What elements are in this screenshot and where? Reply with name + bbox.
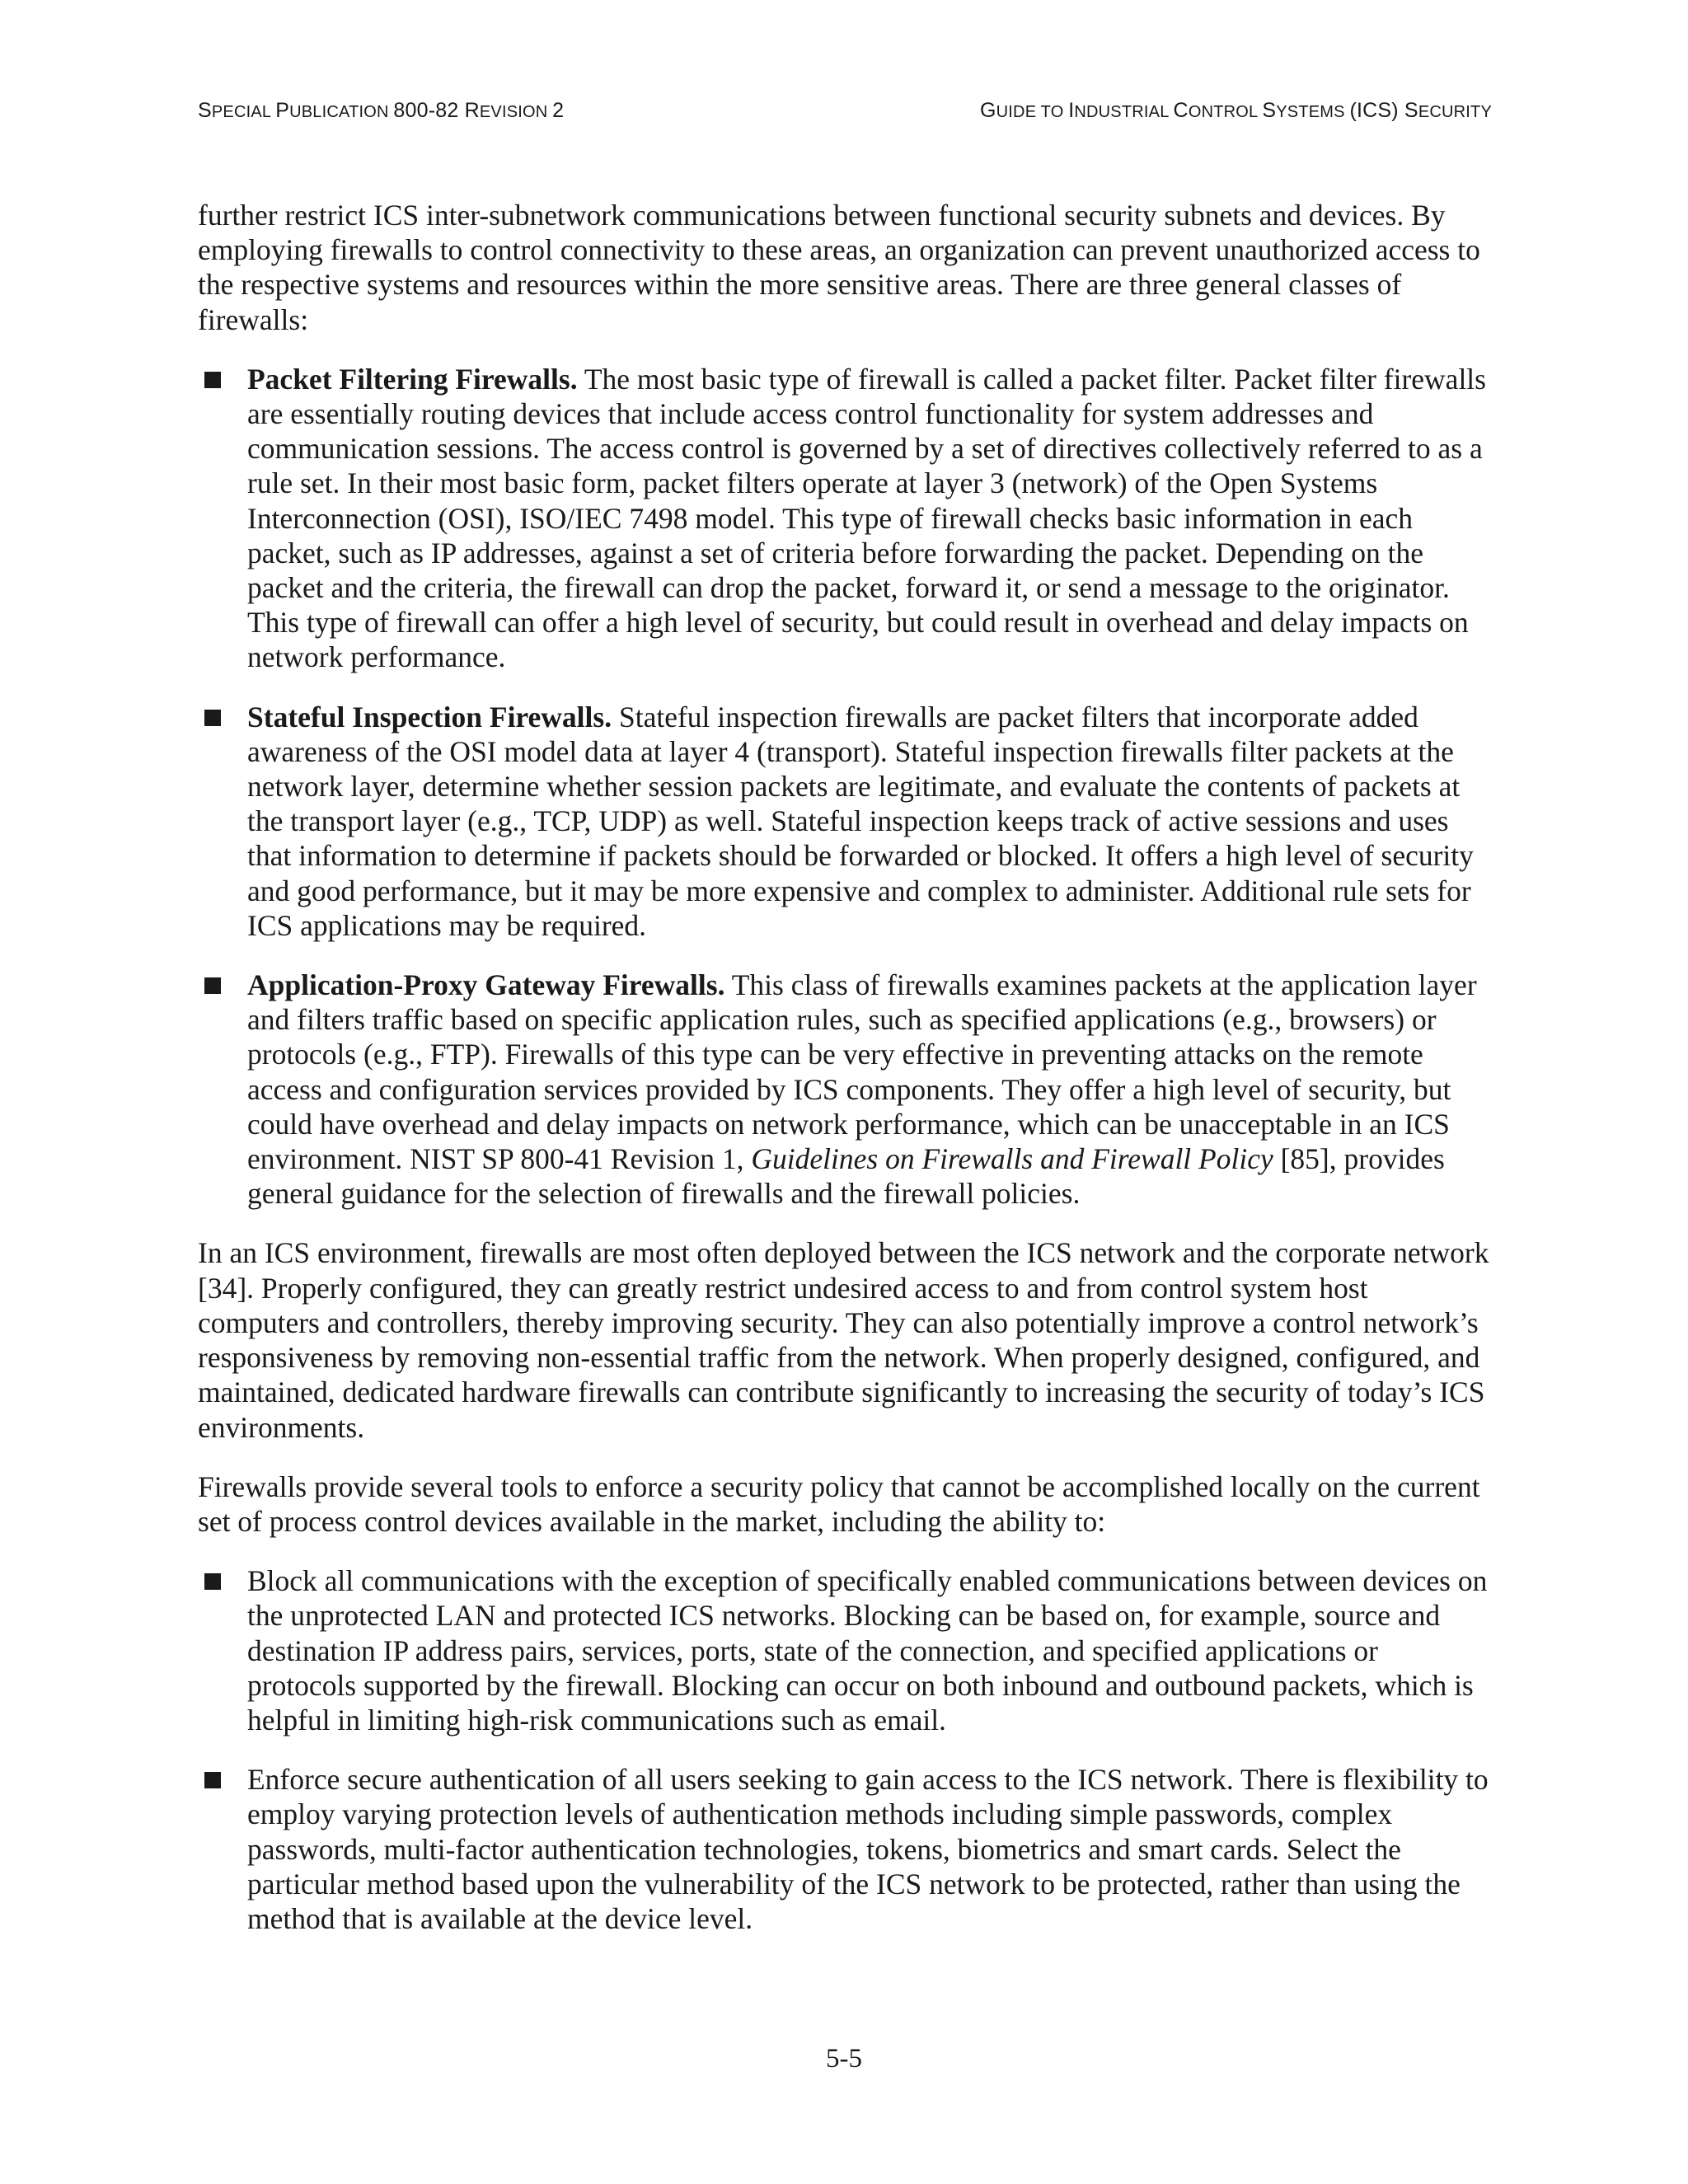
list-item-block-communications bbox=[198, 1563, 1493, 1737]
list-item-text: This class of firewalls examines packets at the application layer and filters traffic based on specific application rules, such as specified applications (e.g., browsers) or protocols (e.g., FTP). Firewalls of this type can be very effective in preventing attacks on the remote access and configuration services provided by ICS components. They offer a high level of security, but could have overhead and delay impacts on network performance, which can be unacceptable in an ICS environment. NIST SP 800-41 Revision 1, bbox=[247, 968, 1477, 1176]
list-item-text: The most basic type of firewall is called a packet filter. Packet filter firewalls are essentially routing devices that include access control functionality for system addresses and communication sessions. The access control is governed by a set of directives collectively referred to as a rule set. In their most basic form, packet filters operate at layer 3 (network) of the Open Systems Interconnection (OSI), ISO/IEC 7498 model. This type of firewall checks basic information in each packet, such as IP addresses, against a set of criteria before forwarding the packet. Depending on the packet and the criteria, the firewall can drop the packet, forward it, or send a message to the originator. This type of firewall can offer a high level of security, but could result in overhead and delay impacts on network performance. bbox=[247, 362, 1486, 674]
list-item-stateful-inspection bbox=[198, 700, 1493, 943]
firewall-abilities-list bbox=[198, 1563, 1493, 1936]
list-item-title: Stateful Inspection Firewalls. bbox=[247, 700, 612, 733]
list-item-application-proxy bbox=[198, 968, 1493, 1211]
square-bullet-icon bbox=[204, 372, 221, 388]
list-item-text: Stateful inspection firewalls are packet filters that incorporate added awareness of the OSI model data at layer 4 (transport). Stateful inspection firewalls filter packets at the network layer, determine whether session packets are legitimate, and evaluate the contents of packets at the transport layer (e.g., TCP, UDP) as well. Stateful inspection keeps track of active sessions and uses that information to determine if packets should be forwarded or blocked. It offers a high level of security and good performance, but it may be more expensive and complex to administer. Additional rule sets for ICS applications may be required. bbox=[247, 700, 1474, 942]
square-bullet-icon bbox=[204, 977, 221, 994]
header-guide-title: GUIDE TO INDUSTRIAL CONTROL SYSTEMS (ICS) SECURITY bbox=[980, 99, 1492, 122]
body-text bbox=[198, 198, 1493, 1961]
square-bullet-icon bbox=[204, 710, 221, 726]
list-item-text-after: [85], provides general guidance for the selection of firewalls and the firewall policies. bbox=[247, 1142, 1445, 1211]
running-header bbox=[198, 99, 1492, 132]
header-publication-title: SPECIAL PUBLICATION 800-82 REVISION 2 bbox=[198, 99, 565, 122]
square-bullet-icon bbox=[204, 1573, 221, 1590]
list-item-text: Block all communications with the exception of specifically enabled communications between devices on the unprotected LAN and protected ICS networks. Blocking can be based on, for example, source and destination IP address pairs, services, ports, state of the connection, and specified applications or protocols supported by the firewall. Blocking can occur on both inbound and outbound packets, which is helpful in limiting high-risk communications such as email. bbox=[247, 1564, 1488, 1736]
list-item-packet-filtering bbox=[198, 362, 1493, 675]
page-number: 5-5 bbox=[826, 2044, 862, 2074]
square-bullet-icon bbox=[204, 1772, 221, 1788]
citation-title: Guidelines on Firewalls and Firewall Policy bbox=[751, 1142, 1273, 1176]
list-item-enforce-authentication bbox=[198, 1762, 1493, 1936]
firewall-tools-paragraph: Firewalls provide several tools to enforce a security policy that cannot be accomplished locally on the current set of process control devices available in the market, including the ability to: bbox=[198, 1469, 1480, 1538]
list-item-title: Packet Filtering Firewalls. bbox=[247, 362, 578, 396]
list-item-title: Application-Proxy Gateway Firewalls. bbox=[247, 968, 725, 1002]
ics-environment-paragraph: In an ICS environment, firewalls are most often deployed between the ICS network and the corporate network [34]. Properly configured, they can greatly restrict undesired access to and from control system host computers and controllers, thereby improving security. They can also potentially improve a control network’s responsiveness by removing non-essential traffic from the network. When properly designed, configured, and maintained, dedicated hardware firewalls can contribute significantly to increasing the security of today’s ICS environments. bbox=[198, 1236, 1489, 1444]
intro-paragraph: further restrict ICS inter-subnetwork communications between functional security subnets and devices. By employing firewalls to control connectivity to these areas, an organization can prevent unauthorized access to the respective systems and resources within the more sensitive areas. There are three general classes of firewalls: bbox=[198, 199, 1480, 336]
firewall-classes-list bbox=[198, 362, 1493, 1212]
list-item-text: Enforce secure authentication of all users seeking to gain access to the ICS network. There is flexibility to employ varying protection levels of authentication methods including simple passwords, complex passwords, multi-factor authentication technologies, tokens, biometrics and smart cards. Select the particular method based upon the vulnerability of the ICS network to be protected, rather than using the method that is available at the device level. bbox=[247, 1763, 1489, 1935]
